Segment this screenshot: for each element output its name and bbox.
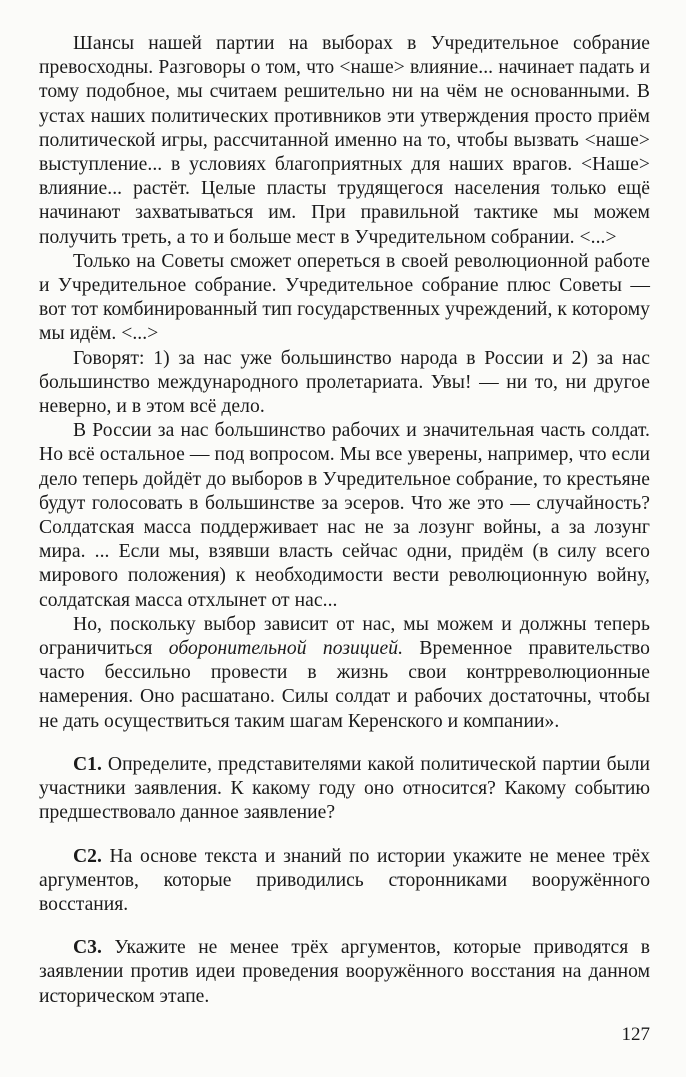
question-c2-text: На основе текста и знаний по истории укажите не менее трёх аргументов, которые приводились сторонниками вооружённого восстания. — [39, 845, 650, 915]
paragraph-5-italic: оборонительной позицией. — [168, 638, 404, 660]
paragraph-4: В России за нас большинство рабочих и значительная часть солдат. Но всё остальное — под вопросом. Мы все уверены, например, что если дело теперь дойдёт до выборов в Учредительное собрание, то крестьяне будут голосовать в большинстве за эсеров. Что же это — случайность? Солдатская масса поддерживает нас не за лозунг войны, а за лозунг мира. ... Если мы, взявши власть сейчас одни, придём (в силу всего мирового положения) к необходимости вести революционную войну, солдатская масса отхлынет от нас... — [39, 420, 650, 611]
question-c2-label: С2. — [73, 845, 102, 867]
paragraph-3: Говорят: 1) за нас уже большинство народа в России и 2) за нас большинство международного пролетариата. Увы! — ни то, ни другое неверно, и в этом всё дело. — [39, 347, 650, 418]
paragraph-1: Шансы нашей партии на выборах в Учредительное собрание превосходны. Разговоры о том, что <наше> влияние... начинает падать и тому подобное, мы считаем решительно ни на чём не основанными. В устах наших политических противников эти утверждения просто приём политической игры, рассчитанной именно на то, чтобы вызвать <наше> выступление... в условиях благоприятных для наших врагов. <Наше> влияние... растёт. Целые пласты трудящегося населения только ещё начинают захватываться им. При правильной тактике мы можем получить треть, а то и больше мест в Учредительном собрании. <...> — [39, 33, 650, 248]
paragraph-5 — [39, 613, 650, 734]
page-number: 127 — [621, 1024, 650, 1045]
question-c1-text: Определите, представителями какой политической партии были участники заявления. К какому году оно относится? Какому событию предшествовало данное заявление? — [39, 753, 650, 824]
question-c2 — [39, 845, 650, 918]
question-c1 — [39, 753, 650, 826]
question-c1-label: С1. — [73, 753, 102, 775]
paragraph-2: Только на Советы сможет опереться в своей революционной работе и Учредительное собрание. Учредительное собрание плюс Советы — вот тот комбинированный тип государственных учреждений, к которому мы идём. <...> — [39, 250, 650, 345]
question-c3 — [39, 936, 650, 1009]
question-c3-label: С3. — [73, 937, 102, 959]
paragraph-5-start: Но, поскольку выбор зависит от нас, мы можем и должны теперь ограничиться — [39, 613, 650, 660]
paragraph-5-end: Временное правительство часто бессильно провести в жизнь свои контрреволюционные намерения. Оно расшатано. Силы солдат и рабочих достаточны, чтобы не дать осуществиться таким шагам Керенского и компании». — [39, 638, 650, 732]
question-c3-text: Укажите не менее трёх аргументов, которые приводятся в заявлении против идеи проведения вооружённого восстания на данном историческом этапе. — [39, 937, 650, 1007]
